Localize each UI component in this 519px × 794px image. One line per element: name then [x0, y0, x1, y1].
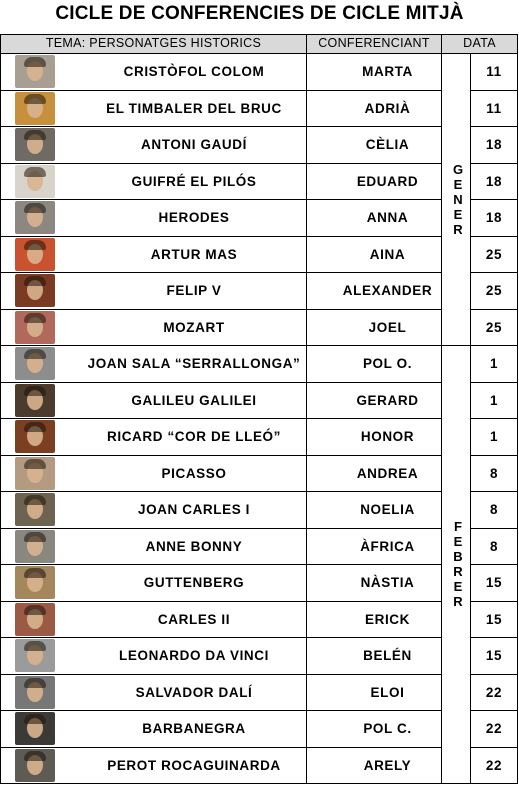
portrait-hair	[24, 568, 46, 578]
portrait-thumbnail	[15, 566, 55, 599]
speaker-name: HONOR	[360, 429, 415, 444]
portrait-hair	[24, 751, 46, 761]
month-letter: E	[453, 177, 463, 192]
portrait-hair	[24, 605, 46, 615]
month-label-february	[446, 519, 470, 609]
date-value: 22	[485, 721, 503, 736]
portrait-hair	[24, 386, 46, 396]
table-row	[0, 455, 519, 492]
character-name: CARLES II	[157, 612, 231, 627]
table-row	[0, 710, 519, 747]
date-value: 8	[489, 539, 499, 554]
character-name: MOZART	[163, 320, 225, 335]
date-value: 1	[489, 393, 499, 408]
table-row	[0, 491, 519, 528]
table-row	[0, 528, 519, 565]
speaker-name: ANNA	[366, 210, 409, 225]
date-value: 25	[485, 247, 503, 262]
table-row	[0, 53, 519, 90]
date-value: 18	[485, 210, 503, 225]
portrait-hair	[24, 167, 46, 177]
month-letter: G	[452, 162, 464, 177]
speaker-name: MARTA	[362, 64, 413, 79]
header-date: DATA	[442, 34, 517, 53]
character-name: PEROT ROCAGUINARDA	[107, 758, 281, 773]
speaker-name: ALEXANDER	[342, 283, 433, 298]
speaker-name: ANDREA	[356, 466, 419, 481]
character-name: HERODES	[158, 210, 230, 225]
date-value: 22	[485, 758, 503, 773]
portrait-thumbnail	[15, 749, 55, 782]
portrait-hair	[24, 349, 46, 359]
table-row	[0, 564, 519, 601]
portrait-hair	[24, 57, 46, 67]
character-name: GUTTENBERG	[143, 575, 245, 590]
month-letter: B	[453, 549, 463, 564]
portrait-thumbnail	[15, 238, 55, 271]
portrait-thumbnail	[15, 92, 55, 125]
date-value: 1	[489, 429, 499, 444]
table-row	[0, 272, 519, 309]
month-letter: F	[454, 519, 462, 534]
portrait-hair	[24, 641, 46, 651]
speaker-name: ÀFRICA	[360, 539, 415, 554]
portrait-hair	[24, 94, 46, 104]
date-value: 15	[485, 575, 503, 590]
table-row	[0, 199, 519, 236]
speaker-name: JOEL	[368, 320, 407, 335]
portrait-thumbnail	[15, 420, 55, 453]
portrait-thumbnail	[15, 274, 55, 307]
table-row	[0, 382, 519, 419]
table-row	[0, 309, 519, 346]
date-value: 1	[489, 356, 499, 371]
portrait-thumbnail	[15, 712, 55, 745]
character-name: BARBANEGRA	[142, 721, 246, 736]
speaker-name: AINA	[369, 247, 406, 262]
speaker-name: NÀSTIA	[360, 575, 415, 590]
table-row	[0, 601, 519, 638]
table-row	[0, 418, 519, 455]
portrait-hair	[24, 495, 46, 505]
page-title: CICLE DE CONFERENCIES DE CICLE MITJÀ	[55, 3, 464, 24]
table-row	[0, 236, 519, 273]
table-row	[0, 674, 519, 711]
month-letter: R	[453, 594, 463, 609]
character-name: GALILEU GALILEI	[131, 393, 257, 408]
character-name: ARTUR MAS	[150, 247, 238, 262]
character-name: GUIFRÉ EL PILÓS	[131, 174, 257, 189]
speaker-name: EDUARD	[356, 174, 419, 189]
month-letter: R	[453, 564, 463, 579]
speaker-name: POL O.	[362, 356, 413, 371]
table-row	[0, 637, 519, 674]
portrait-thumbnail	[15, 603, 55, 636]
date-value: 15	[485, 648, 503, 663]
character-name: SALVADOR DALÍ	[135, 685, 253, 700]
date-value: 8	[489, 466, 499, 481]
month-letter: E	[453, 207, 463, 222]
character-name: PICASSO	[161, 466, 227, 481]
portrait-hair	[24, 532, 46, 542]
speaker-name: POL C.	[363, 721, 412, 736]
month-letter: R	[453, 222, 463, 237]
portrait-hair	[24, 678, 46, 688]
character-name: LEONARDO DA VINCI	[119, 648, 269, 663]
date-value: 25	[485, 283, 503, 298]
character-name: JOAN SALA “SERRALLONGA”	[87, 356, 301, 371]
character-name: CRISTÒFOL COLOM	[123, 64, 265, 79]
portrait-hair	[24, 276, 46, 286]
portrait-hair	[24, 130, 46, 140]
character-name: FELIP V	[166, 283, 222, 298]
portrait-hair	[24, 422, 46, 432]
portrait-hair	[24, 240, 46, 250]
table-row	[0, 90, 519, 127]
speaker-name: CÈLIA	[365, 137, 410, 152]
portrait-hair	[24, 459, 46, 469]
portrait-thumbnail	[15, 530, 55, 563]
date-value: 18	[485, 137, 503, 152]
portrait-thumbnail	[15, 55, 55, 88]
portrait-thumbnail	[15, 347, 55, 380]
speaker-name: GERARD	[356, 393, 419, 408]
character-name: JOAN CARLES I	[137, 502, 251, 517]
date-value: 15	[485, 612, 503, 627]
character-name: ANNE BONNY	[145, 539, 243, 554]
month-letter: E	[453, 579, 463, 594]
character-name: ANTONI GAUDÍ	[141, 137, 247, 152]
portrait-hair	[24, 203, 46, 213]
header-theme: TEMA: PERSONATGES HISTORICS	[1, 34, 306, 53]
portrait-thumbnail	[15, 493, 55, 526]
date-value: 8	[489, 502, 499, 517]
date-value: 11	[486, 101, 502, 116]
portrait-thumbnail	[15, 457, 55, 490]
portrait-thumbnail	[15, 676, 55, 709]
portrait-thumbnail	[15, 384, 55, 417]
speaker-name: BELÉN	[363, 648, 412, 663]
month-letter: E	[453, 534, 463, 549]
month-label-january	[446, 162, 470, 237]
character-name: RICARD “COR DE LLEÓ”	[107, 429, 281, 444]
portrait-thumbnail	[15, 311, 55, 344]
date-value: 18	[485, 174, 503, 189]
table-row	[0, 747, 519, 784]
month-letter: N	[453, 192, 463, 207]
table-row	[0, 345, 519, 382]
portrait-thumbnail	[15, 165, 55, 198]
portrait-hair	[24, 313, 46, 323]
date-value: 22	[485, 685, 503, 700]
table-row	[0, 163, 519, 200]
portrait-thumbnail	[15, 128, 55, 161]
speaker-name: ELOI	[370, 685, 405, 700]
date-value: 25	[485, 320, 503, 335]
speaker-name: NOELIA	[360, 502, 415, 517]
table-row	[0, 126, 519, 163]
speaker-name: ARELY	[363, 758, 412, 773]
portrait-thumbnail	[15, 639, 55, 672]
speaker-name: ADRIÀ	[364, 101, 411, 116]
portrait-hair	[24, 714, 46, 724]
date-value: 11	[486, 64, 502, 79]
speaker-name: ERICK	[364, 612, 410, 627]
portrait-thumbnail	[15, 201, 55, 234]
character-name: EL TIMBALER DEL BRUC	[106, 101, 282, 116]
header-speaker: CONFERENCIANT	[307, 34, 441, 53]
